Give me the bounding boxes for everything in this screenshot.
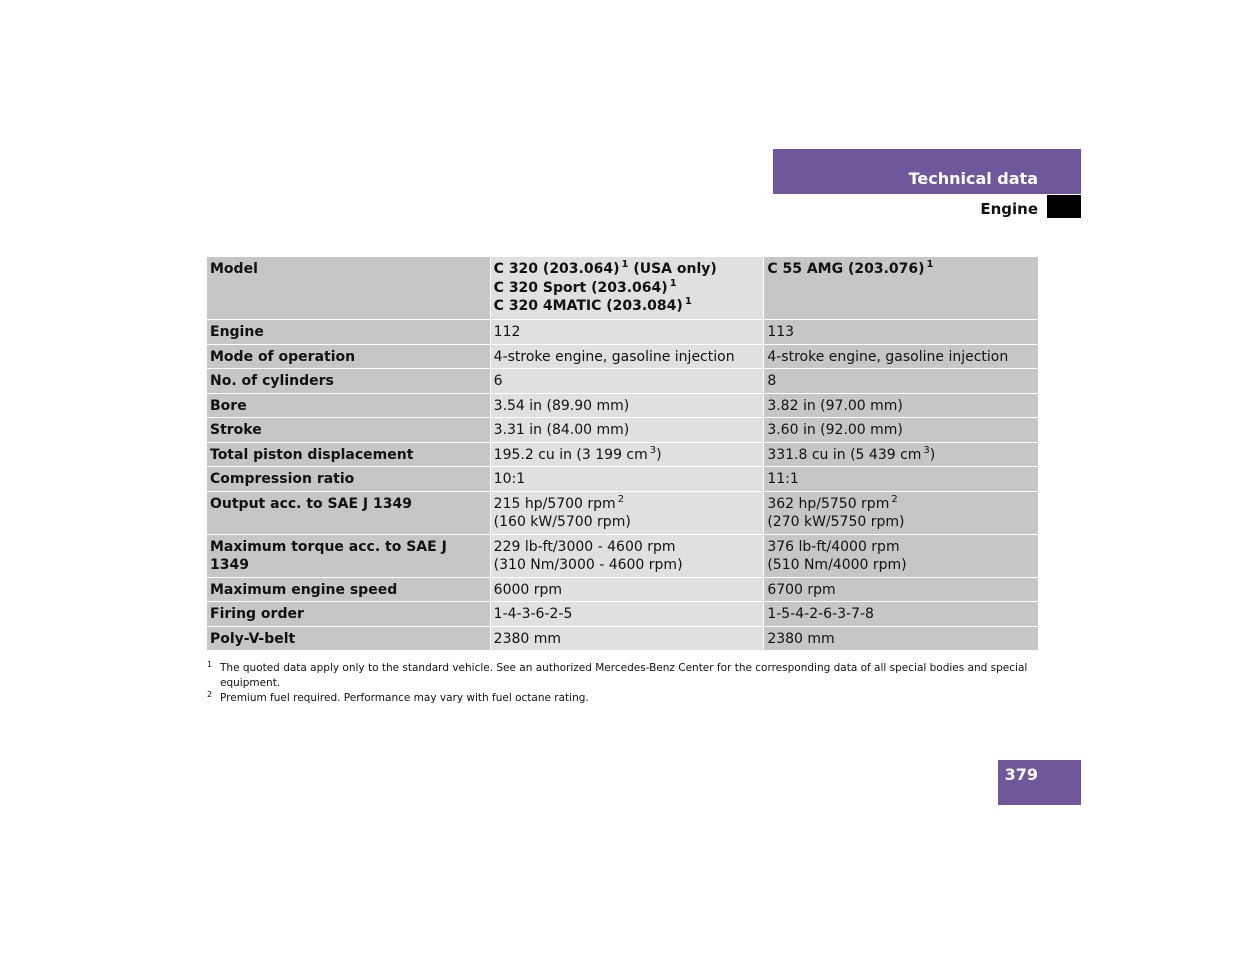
table-row bbox=[207, 320, 1038, 345]
row-value-1: 6 bbox=[490, 369, 764, 394]
row-label: Engine bbox=[207, 320, 490, 345]
table-row bbox=[207, 369, 1038, 394]
model-line: C 320 (203.064) $^1$ (USA only) bbox=[493, 259, 717, 277]
page-number-box bbox=[998, 760, 1081, 805]
table-row bbox=[207, 442, 1038, 467]
model-line: C 55 AMG (203.076) $^1$ bbox=[767, 259, 934, 277]
table-row bbox=[207, 602, 1038, 627]
table-row bbox=[207, 393, 1038, 418]
row-value-1: 4-stroke engine, gasoline injection bbox=[490, 344, 764, 369]
row-value-1: 112 bbox=[490, 320, 764, 345]
row-value-1: 3.54 in (89.90 mm) bbox=[490, 393, 764, 418]
table-row bbox=[207, 626, 1038, 651]
row-label: Output acc. to SAE J 1349 bbox=[207, 491, 490, 534]
row-value-1: 10:1 bbox=[490, 467, 764, 492]
footnote bbox=[207, 661, 1067, 691]
table-row bbox=[207, 534, 1038, 577]
row-label: Stroke bbox=[207, 418, 490, 443]
row-value-2: 331.8 cu in (5 439 cm $^3$) bbox=[764, 442, 1038, 467]
section-tab-marker bbox=[1047, 195, 1081, 218]
row-label: Bore bbox=[207, 393, 490, 418]
footnote bbox=[207, 691, 1067, 706]
row-value-2: 1-5-4-2-6-3-7-8 bbox=[764, 602, 1038, 627]
row-value-2: 113 bbox=[764, 320, 1038, 345]
row-label: Firing order bbox=[207, 602, 490, 627]
row-value-2: 11:1 bbox=[764, 467, 1038, 492]
row-value-1: 2380 mm bbox=[490, 626, 764, 651]
footnote-number: 2 bbox=[207, 690, 213, 699]
row-value-2: 6700 rpm bbox=[764, 577, 1038, 602]
footnote-number: 1 bbox=[207, 660, 213, 669]
row-label: Compression ratio bbox=[207, 467, 490, 492]
row-value-2: 2380 mm bbox=[764, 626, 1038, 651]
model-line: C 320 4MATIC (203.084) $^1$ bbox=[493, 296, 692, 314]
row-value-2: 376 lb-ft/4000 rpm (510 Nm/4000 rpm) bbox=[764, 534, 1038, 577]
row-label: Mode of operation bbox=[207, 344, 490, 369]
footnotes bbox=[207, 661, 1067, 706]
row-label: Poly-V-belt bbox=[207, 626, 490, 651]
row-value-2: 3.60 in (92.00 mm) bbox=[764, 418, 1038, 443]
table-row bbox=[207, 467, 1038, 492]
table-row bbox=[207, 491, 1038, 534]
row-label: No. of cylinders bbox=[207, 369, 490, 394]
subsection-title: Engine bbox=[980, 200, 1038, 218]
row-label: Total piston displacement bbox=[207, 442, 490, 467]
engine-spec-table bbox=[207, 257, 1038, 651]
table-row bbox=[207, 577, 1038, 602]
section-header bbox=[773, 149, 1081, 194]
header-col-2 bbox=[764, 257, 1038, 320]
table-row bbox=[207, 344, 1038, 369]
header-label: Model bbox=[207, 257, 490, 320]
row-value-1: 215 hp/5700 rpm $^2$ (160 kW/5700 rpm) bbox=[490, 491, 764, 534]
header-col-1 bbox=[490, 257, 764, 320]
section-title: Technical data bbox=[908, 169, 1038, 188]
table-header-row bbox=[207, 257, 1038, 320]
table-row bbox=[207, 418, 1038, 443]
page-number: 379 bbox=[1004, 765, 1038, 784]
row-label: Maximum engine speed bbox=[207, 577, 490, 602]
row-value-1: 3.31 in (84.00 mm) bbox=[490, 418, 764, 443]
row-value-1: 195.2 cu in (3 199 cm $^3$) bbox=[490, 442, 764, 467]
row-value-2: 3.82 in (97.00 mm) bbox=[764, 393, 1038, 418]
footnote-text: The quoted data apply only to the standard vehicle. See an authorized Mercedes-Benz Center for the corresponding data of all special bodies and special equipment. bbox=[220, 662, 1028, 689]
footnote-text: Premium fuel required. Performance may vary with fuel octane rating. bbox=[220, 692, 589, 704]
row-value-2: 362 hp/5750 rpm $^2$ (270 kW/5750 rpm) bbox=[764, 491, 1038, 534]
row-value-2: 8 bbox=[764, 369, 1038, 394]
row-value-1: 1-4-3-6-2-5 bbox=[490, 602, 764, 627]
row-value-2: 4-stroke engine, gasoline injection bbox=[764, 344, 1038, 369]
row-value-1: 229 lb-ft/3000 - 4600 rpm (310 Nm/3000 - 4600 rpm) bbox=[490, 534, 764, 577]
row-label: Maximum torque acc. to SAE J 1349 bbox=[207, 534, 490, 577]
model-line: C 320 Sport (203.064) $^1$ bbox=[493, 277, 677, 296]
row-value-1: 6000 rpm bbox=[490, 577, 764, 602]
